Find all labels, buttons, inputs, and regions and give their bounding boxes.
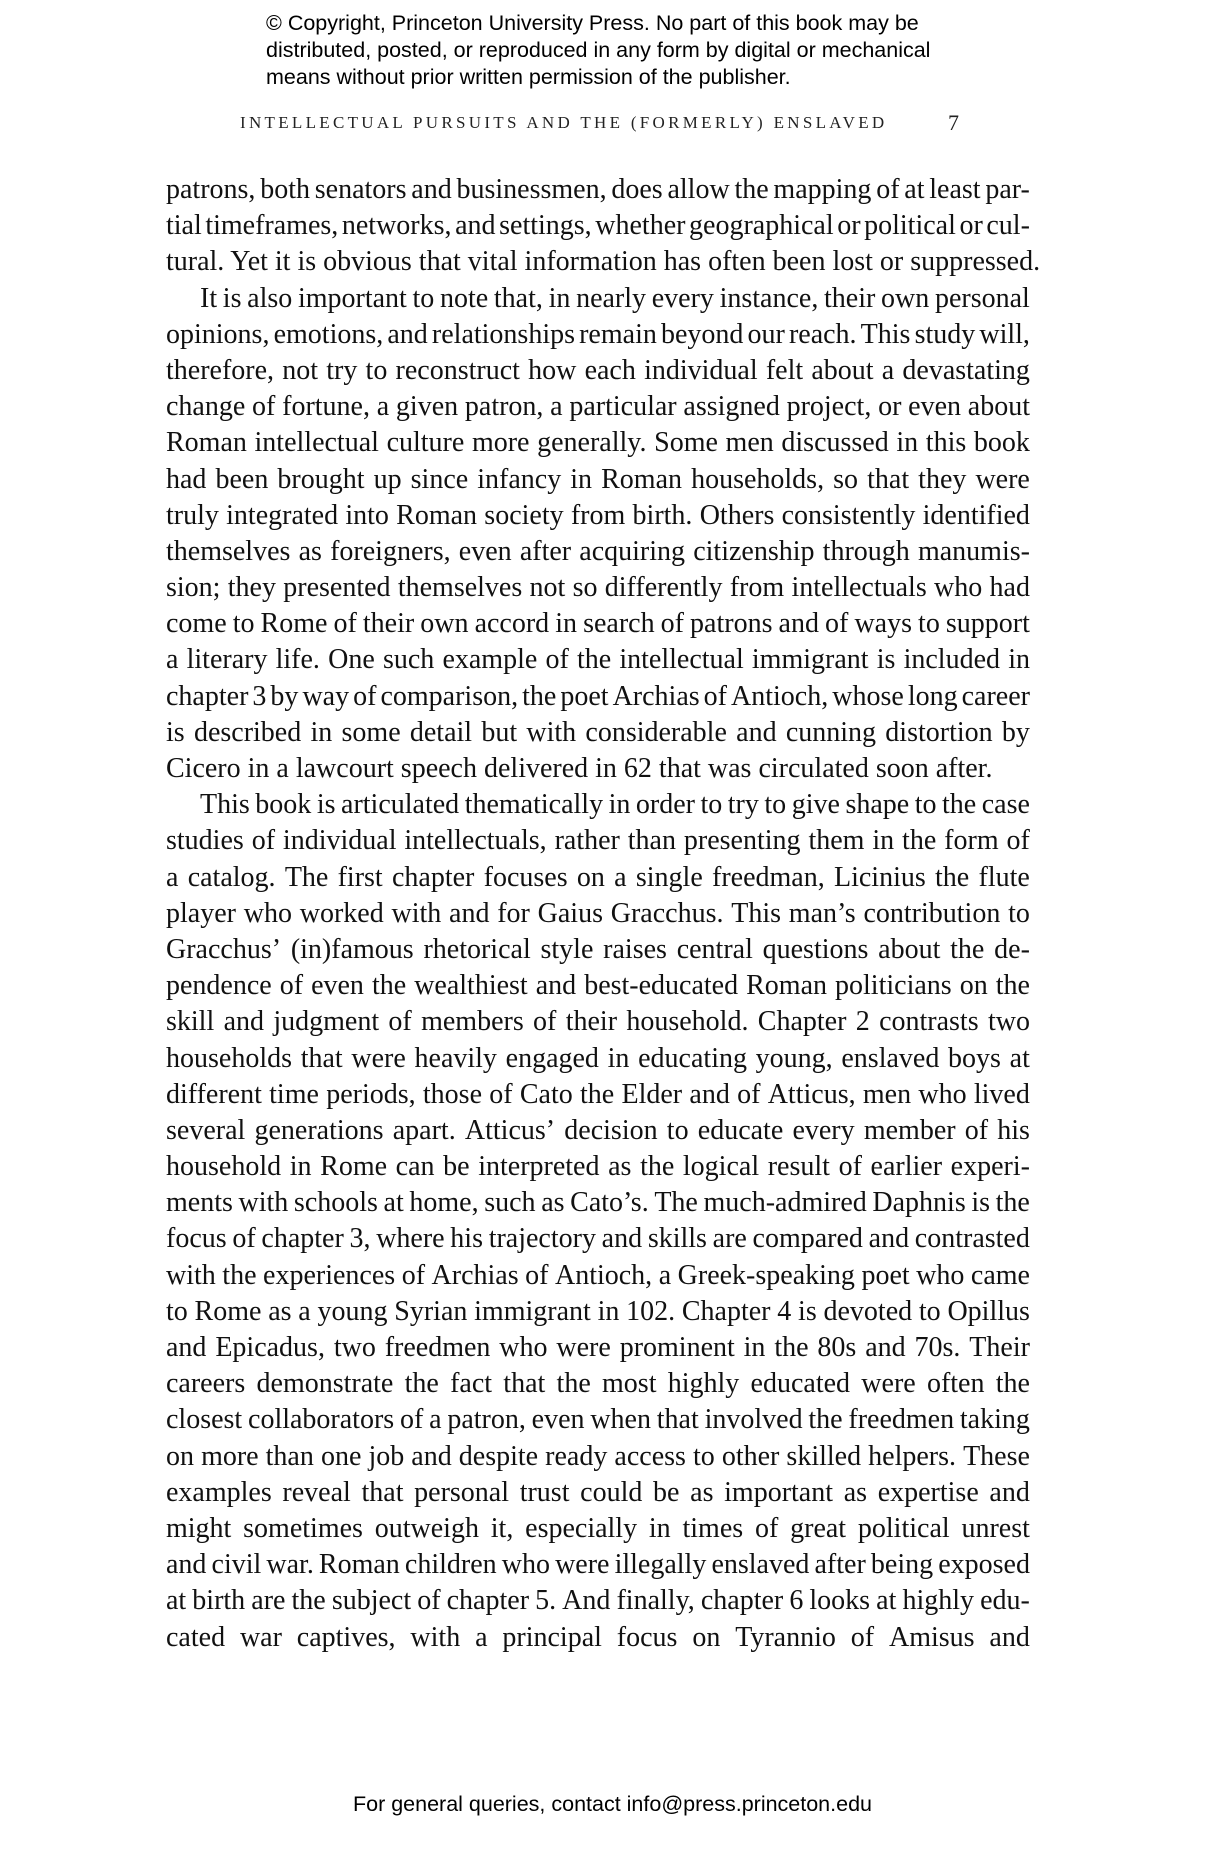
text-line: tial timeframes, networks, and settings, whether geographical or political or cul- xyxy=(166,210,1030,242)
text-line: examples reveal that personal trust could be as important as expertise and xyxy=(166,1476,1030,1508)
copyright-line: distributed, posted, or reproduced in any form by digital or mechanical xyxy=(266,38,931,62)
copyright-line: means without prior written permission of the publisher. xyxy=(266,65,791,89)
copyright-notice xyxy=(266,10,1026,91)
text-line: with the experiences of Archias of Antioch, a Greek-speaking poet who came xyxy=(166,1259,1030,1291)
text-line: several generations apart. Atticus’ decision to educate every member of his xyxy=(166,1114,1030,1146)
text-line: a literary life. One such example of the intellectual immigrant is included in xyxy=(166,644,1030,676)
text-line: on more than one job and despite ready access to other skilled helpers. These xyxy=(166,1440,1030,1472)
text-line: had been brought up since infancy in Roman households, so that they were xyxy=(166,463,1030,495)
text-line: change of fortune, a given patron, a particular assigned project, or even about xyxy=(166,391,1030,423)
page-number: 7 xyxy=(948,110,959,135)
body-text xyxy=(166,172,1041,1656)
running-head xyxy=(240,110,959,143)
text-line: cated war captives, with a principal focus on Tyrannio of Amisus and xyxy=(166,1621,1030,1653)
text-line: skill and judgment of members of their household. Chapter 2 contrasts two xyxy=(166,1006,1030,1038)
text-line: careers demonstrate the fact that the most highly educated were often the xyxy=(166,1368,1030,1400)
text-line: come to Rome of their own accord in search of patrons and of ways to support xyxy=(166,608,1030,640)
text-line: household in Rome can be interpreted as the logical result of earlier experi- xyxy=(166,1151,1030,1183)
text-line: might sometimes outweigh it, especially in times of great political unrest xyxy=(166,1512,1030,1544)
text-line: Cicero in a lawcourt speech delivered in 62 that was circulated soon after. xyxy=(166,753,993,784)
text-line: sion; they presented themselves not so differently from intellectuals who had xyxy=(166,572,1030,604)
text-line: It is also important to note that, in nearly every instance, their own personal xyxy=(200,282,1030,314)
text-line: pendence of even the wealthiest and best-educated Roman politicians on the xyxy=(166,970,1030,1002)
text-line: patrons, both senators and businessmen, does allow the mapping of at least par- xyxy=(166,174,1030,205)
text-line: focus of chapter 3, where his trajectory and skills are compared and contrasted xyxy=(166,1223,1030,1255)
text-line: Roman intellectual culture more generally. Some men discussed in this book xyxy=(166,427,1030,459)
text-line: player who worked with and for Gaius Gracchus. This man’s contribution to xyxy=(166,897,1030,929)
footer-contact: For general queries, contact info@press.princeton.edu xyxy=(352,1792,872,1816)
text-line: and civil war. Roman children who were illegally enslaved after being exposed xyxy=(166,1549,1030,1581)
text-line: households that were heavily engaged in educating young, enslaved boys at xyxy=(166,1042,1030,1074)
text-line: tural. Yet it is obvious that vital information has often been lost or suppressed. xyxy=(166,246,1041,278)
text-line: studies of individual intellectuals, rather than presenting them in the form of xyxy=(166,825,1030,857)
text-line: is described in some detail but with considerable and cunning distortion by xyxy=(166,716,1030,748)
text-line: at birth are the subject of chapter 5. And finally, chapter 6 looks at highly edu- xyxy=(166,1585,1030,1617)
text-line: truly integrated into Roman society from birth. Others consistently identified xyxy=(166,499,1030,531)
text-line: a catalog. The first chapter focuses on a single freedman, Licinius the flute xyxy=(166,861,1030,893)
text-line: opinions, emotions, and relationships remain beyond our reach. This study will, xyxy=(166,318,1030,350)
text-line: therefore, not try to reconstruct how each individual felt about a devastating xyxy=(166,354,1030,386)
text-line: different time periods, those of Cato the Elder and of Atticus, men who lived xyxy=(166,1078,1030,1110)
text-line: Gracchus’ (in)famous rhetorical style raises central questions about the de- xyxy=(166,933,1030,965)
text-line: chapter 3 by way of comparison, the poet Archias of Antioch, whose long career xyxy=(166,680,1030,712)
text-line: ments with schools at home, such as Cato’s. The much-admired Daphnis is the xyxy=(166,1187,1030,1219)
text-line: This book is articulated thematically in order to try to give shape to the case xyxy=(200,789,1030,821)
text-line: themselves as foreigners, even after acquiring citizenship through manumis- xyxy=(166,535,1030,567)
running-title: INTELLECTUAL PURSUITS AND THE (FORMERLY) ENSLAVED xyxy=(240,113,888,132)
text-line: to Rome as a young Syrian immigrant in 102. Chapter 4 is devoted to Opillus xyxy=(166,1295,1030,1327)
copyright-line: © Copyright, Princeton University Press. No part of this book may be xyxy=(266,11,919,35)
text-line: and Epicadus, two freedmen who were prominent in the 80s and 70s. Their xyxy=(166,1332,1030,1363)
text-line: closest collaborators of a patron, even when that involved the freedmen taking xyxy=(166,1404,1030,1436)
